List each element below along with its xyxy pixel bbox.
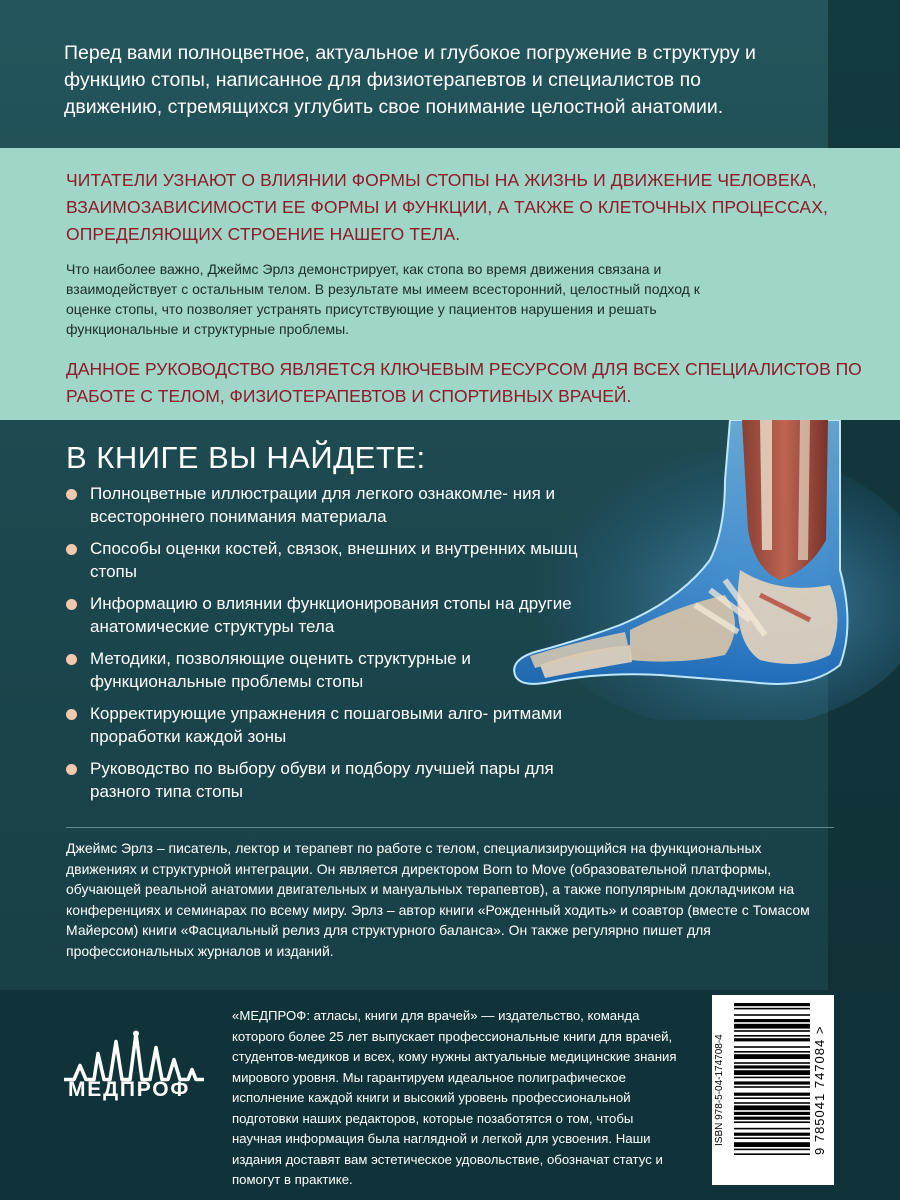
- barcode-stripe: [734, 1105, 810, 1110]
- highlight-body: Что наиболее важно, Джеймс Эрлз демонстрирует, как стопа во время движения связана и взаимодействует с остальным телом. В результате мы имеем всесторонний, целостный подход к оценке стопы, что позволяет устранять присутствующие у пациентов нарушения и решать функциональные и структурные проблемы.: [66, 261, 700, 337]
- features-list: [66, 482, 586, 812]
- barcode-stripe: [734, 1003, 810, 1006]
- barcode-bars: [734, 1001, 810, 1181]
- bullet-icon: [66, 489, 77, 500]
- author-bio: Джеймс Эрлз – писатель, лектор и терапевт по работе с телом, специализирующийся на функциональных движениях и структурной интеграции. Он является директором Born to Move (образовательной платформы, обучающей реальной анатомии двигательных и мануальных терапевтов), а также популярным докладчиком на конференциях и семинарах по всему миру. Эрлз – автор книги «Рожденный ходить» и соавтор (вместе с Томасом Майерсом) книги «Фасциальный релиз для структурного баланса». Он также регулярно пишет для профессиональных журналов и изданий.: [66, 840, 810, 959]
- barcode-stripe: [734, 1149, 810, 1151]
- list-item-text: Методики, позволяющие оценить структурные и функциональные проблемы стопы: [90, 649, 471, 691]
- barcode-stripe: [734, 1054, 810, 1059]
- barcode-stripe: [734, 1137, 810, 1139]
- list-item: [66, 647, 586, 693]
- barcode-stripe: [734, 1117, 810, 1120]
- list-item: [66, 592, 586, 638]
- intro-paragraph: Перед вами полноцветное, актуальное и глубокое погружение в структуру и функцию стопы, написанное для физиотерапевтов и специалистов по движению, стремящихся углубить свое понимание целостной анатомии.: [64, 42, 756, 118]
- list-item: [66, 702, 586, 748]
- barcode-stripe: [734, 1153, 810, 1155]
- bullet-icon: [66, 654, 77, 665]
- barcode-stripe: [734, 1035, 810, 1037]
- logo-text: МЕДПРОФ: [68, 1078, 191, 1101]
- isbn-number: ISBN 978-5-04-174708-4: [714, 1034, 725, 1146]
- barcode-stripe: [734, 1014, 810, 1016]
- list-item: [66, 757, 586, 803]
- barcode-digits: 9 785041 747084 >: [812, 1025, 827, 1155]
- barcode-stripe: [734, 1133, 810, 1136]
- list-item-text: Способы оценки костей, связок, внешних и внутренних мышц стопы: [90, 539, 578, 581]
- bullet-icon: [66, 599, 77, 610]
- list-item-text: Корректирующие упражнения с пошаговыми алго- ритмами проработки каждой зоны: [90, 704, 562, 746]
- features-title: В КНИГЕ ВЫ НАЙДЕТЕ:: [66, 440, 426, 475]
- barcode-stripe: [734, 1102, 810, 1104]
- barcode-stripe: [734, 1046, 810, 1048]
- highlight-heading-1: ЧИТАТЕЛИ УЗНАЮТ О ВЛИЯНИИ ФОРМЫ СТОПЫ НА ЖИЗНЬ И ДВИЖЕНИЕ ЧЕЛОВЕКА, ВЗАИМОЗАВИСИМОСТИ ЕЕ ФОРМЫ И ФУНКЦИИ, А ТАКЖЕ О КЛЕТОЧНЫХ ПРОЦЕССАХ, ОПРЕДЕЛЯЮЩИХ СТРОЕНИЕ НАШЕГО ТЕЛА.: [66, 170, 828, 244]
- barcode-stripe: [734, 1142, 810, 1147]
- barcode-stripe: [734, 1128, 810, 1130]
- barcode-stripe: [734, 1008, 810, 1010]
- barcode: [712, 995, 834, 1185]
- barcode-stripe: [734, 1081, 810, 1084]
- barcode-stripe: [734, 1065, 810, 1068]
- bullet-icon: [66, 709, 77, 720]
- list-item-text: Руководство по выбору обуви и подбору лучшей пары для разного типа стопы: [90, 759, 554, 801]
- barcode-stripe: [734, 1019, 810, 1022]
- section-divider: [66, 827, 834, 828]
- barcode-stripe: [734, 1024, 810, 1029]
- list-item-text: Информацию о влиянии функционирования стопы на другие анатомические структуры тела: [90, 594, 572, 636]
- highlight-band: [0, 148, 900, 420]
- barcode-stripe: [734, 1070, 810, 1075]
- highlight-heading-2: ДАННОЕ РУКОВОДСТВО ЯВЛЯЕТСЯ КЛЮЧЕВЫМ РЕСУРСОМ ДЛЯ ВСЕХ СПЕЦИАЛИСТОВ ПО РАБОТЕ С ТЕЛОМ, ФИЗИОТЕРАПЕВТОВ И СПОРТИВНЫХ ВРАЧЕЙ.: [66, 359, 862, 406]
- barcode-stripe: [734, 1077, 810, 1079]
- list-item: [66, 537, 586, 583]
- barcode-stripe: [734, 1038, 810, 1041]
- barcode-stripe: [734, 1062, 810, 1064]
- bullet-icon: [66, 544, 77, 555]
- barcode-stripe: [734, 1051, 810, 1053]
- barcode-stripe: [734, 1093, 810, 1096]
- list-item-text: Полноцветные иллюстрации для легкого ознакомле- ния и всестороннего понимания материала: [90, 484, 556, 526]
- bullet-icon: [66, 764, 77, 775]
- publisher-description: «МЕДПРОФ: атласы, книги для врачей» — издательство, команда которого более 25 лет выпускает профессиональные книги для врачей, студентов-медиков и всех, кому нужны актуальные медицинские знания мирового уровня. Мы гарантируем идеальное полиграфическое исполнение каждой книги и высокий уровень профессиональной подготовки наших редакторов, которые позаботятся о том, чтобы научная информация была наглядной и легкой для усвоения. Наши издания доставят вам эстетическое удовольствие, обозначат статус и помогут в практике.: [232, 1008, 677, 1187]
- barcode-stripe: [734, 1086, 810, 1088]
- barcode-stripe: [734, 1121, 810, 1123]
- barcode-stripe: [734, 1030, 810, 1032]
- barcode-stripe: [734, 1097, 810, 1099]
- barcode-stripe: [734, 1112, 810, 1115]
- list-item: [66, 482, 586, 528]
